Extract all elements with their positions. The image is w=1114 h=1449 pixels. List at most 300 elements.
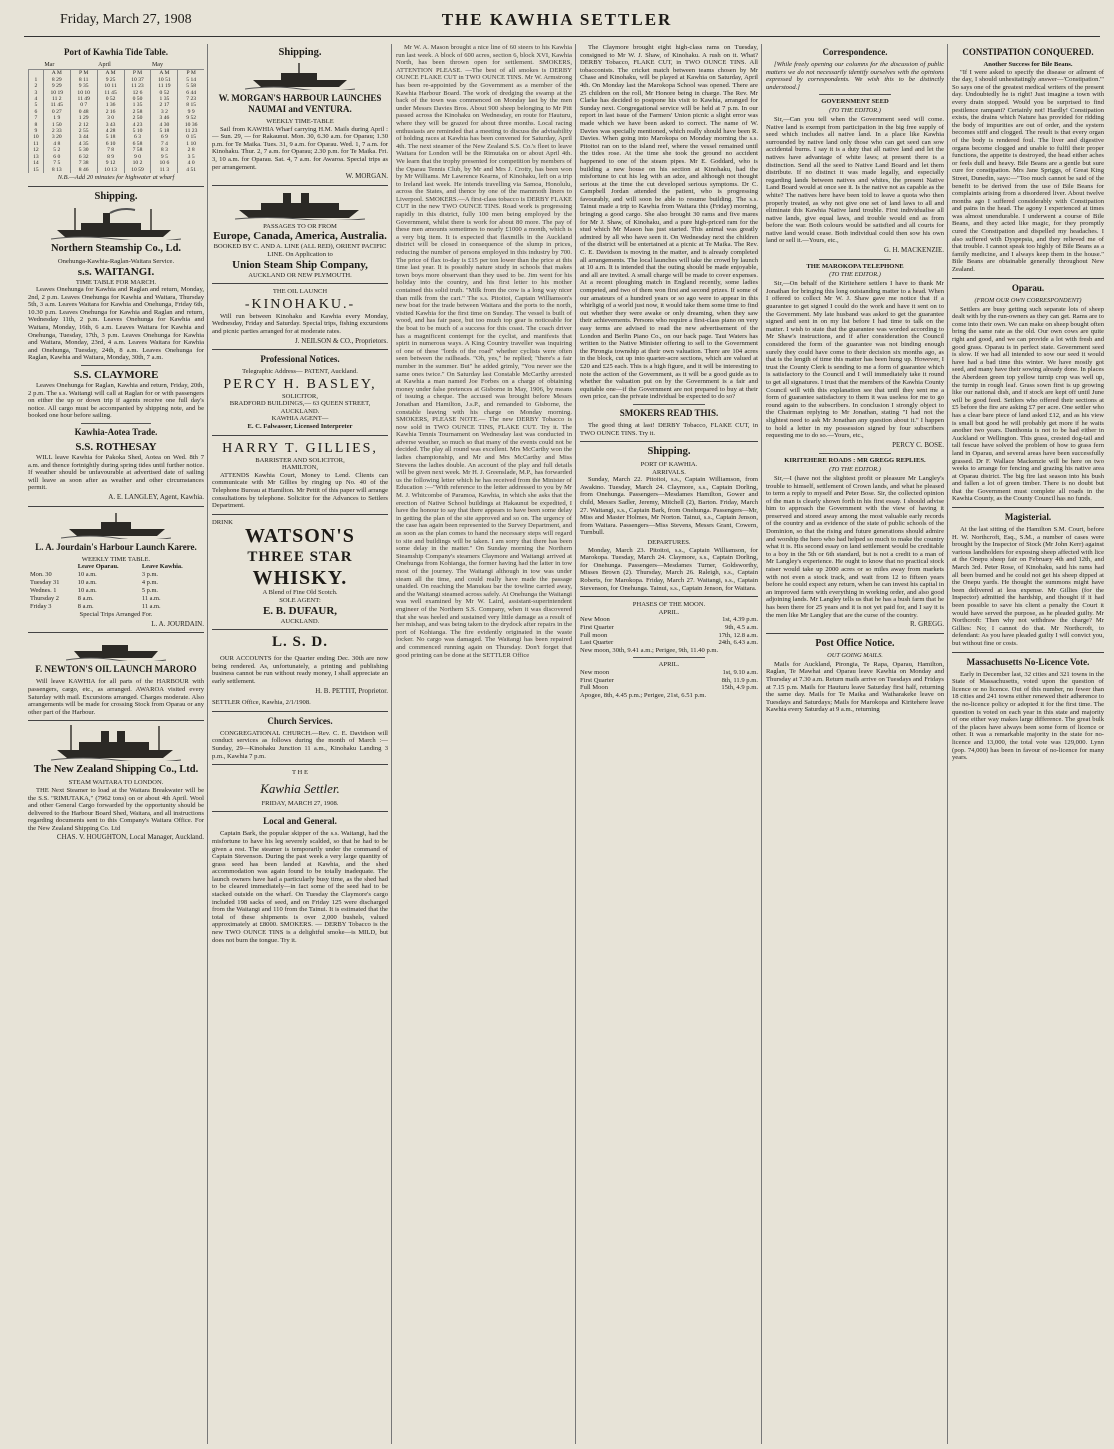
gillies-role: BARRISTER AND SOLICITOR, [255,456,345,464]
basley-role: SOLICITOR, [282,392,318,400]
nsc-title: Northern Steamship Co., Ld. [50,242,182,254]
local-general-heading: Local and General. [263,816,337,827]
tide-cell: 6 10 [97,141,124,147]
claymore-title: S.S. CLAYMORE [73,369,159,382]
shipping-heading: Shipping. [278,47,322,58]
constipation-text: "If I were asked to specify the disease or ailment of the day, I should unhesitatingly answer—'Constipation.'" So says one of the greatest medical writers of the present day. Undoubtedly he is right! Just imagine a town with every drain stopped. Would you be surprised to find pestilence rampant? Certainly not! Hardly! Constipation exists, the drains which Nature has provided for ridding the body of impurities are out of order, and the system becomes stiff and clogged. The result is that every organ of the body is rendered foul. The liver and digestive organs become clogged and unable to fulfil their proper functions, the appetite is destroyed, the head either aches or feels dull and heavy. Bile Beans are a gentle but sure cure for constipation. Mrs Jane Spriggs, of Great King Street, Dunedin, says:—"Too much cannot be said of the benefit to be derived from the use of Bile Beans for complaints arising from a disordered liver. About twelve months ago I suffered considerably with Constipation and pains in the head. The agony I experienced at times was almost unendurable. I underwent a course of Bile Beans, and they acted like magic, for they promptly cured the Constipation and dispelled my headaches. I also suffered with Dyspepsia, and they relieved me of that trouble. I cannot speak too highly of Bile Beans as a family medicine, and I always keep them in the house." Bile Beans are obtainable generally throughout New Zealand. [952,68,1104,274]
moon-phase-time: 17th, 12.8 a.m. [718,631,758,639]
post-office-text: Mails for Auckland, Pirongia, Te Rapa, Oparau, Hamilton, Raglan, Te Mawhai and Oparau leave Kawhia on Monday and Thursday at 7.30 a.m. Return mails arrive on Tuesdays and Fridays at 7.15 p.m. Mails for Hauturu leave Saturday first half, returning the same day. Mails for Te Maika and Waiharakeke leave on Tuesdays and Saturdays; Mails for Marokopa and Kiritehere leave Kawhia every Saturday at 9 a.m., returning [766,660,944,714]
moon-phases-month: APRIL. [658,608,680,616]
divider [212,711,388,712]
column-6 [952,44,1104,1444]
tide-cell: 11 23 [124,83,151,89]
tide-cell: 10 2 [124,160,151,166]
tide-cell: 2 16 [97,109,124,115]
telephone-sub: (TO THE EDITOR.) [829,271,881,279]
port-title: PORT OF KAWHIA. [640,461,698,469]
tide-cell: 2 50 [124,115,151,121]
tide-cell: 3 0 [97,115,124,121]
jourdain-cell: 10 a.m. [77,571,97,579]
claymore-text: Leaves Onehunga for Raglan, Kawhia and return, Friday, 20th, 2 p.m. The s.s. Waitangi will call at Raglan for or with passengers on either the up or down trip if agents receive one full day's notice. All cargo must be accompanied by shipping note, and be booked one hour before sailing. [28,382,204,420]
oparau-heading: Oparau. [1011,282,1045,293]
lsd-office: SETTLER Office, Kawhia, 2/1/1908. [212,699,311,707]
smokers-read-text: The good thing at last! DERBY Tobacco, FLAKE CUT, in TWO OUNCE TINS. Try it. [580,421,758,437]
divider [212,811,388,812]
correspondence-note: [While freely opening our columns for the discussion of public matters we do not necessarily identify ourselves with the opinions expressed by correspondents. We wish this to be distinctly understood.] [766,61,944,91]
divider [633,404,704,405]
moon-phase-row [580,639,758,647]
lsd-title: L. S. D. [272,634,328,651]
gillies-town: HAMILTON, [281,464,319,472]
shipping-heading: Shipping. [647,446,691,458]
dufaur-city: AUCKLAND. [280,617,320,625]
maroro-title: F. NEWTON'S OIL LAUNCH MARORO [35,664,197,675]
divider [28,632,204,633]
divider [28,506,204,507]
tide-cell: 1 10 [178,141,204,147]
tide-cell: 9 9 [178,109,204,115]
drink-label: DRINK [212,518,233,526]
tide-cell: 7 23 [178,96,204,102]
tide-cell: 2 12 [70,122,97,128]
tide-cell: 2 33 [43,128,70,134]
tide-cell: 10 37 [124,77,151,83]
tide-cell: 3 [29,90,44,96]
tide-cell: 15 [29,167,44,173]
gov-seed-title: GOVERNMENT SEED [821,98,889,106]
tide-cell: 1 35 [124,102,151,108]
jourdain-col-head: Leave Oparau. [77,563,119,571]
tide-sub-header: P M [70,70,97,77]
tide-cell: 0 27 [43,109,70,115]
divider [28,720,204,721]
kiritehere-text: Sir,—I (have not the slightest profit or pleasure Mr Langley's trouble to himself, settlement of Crown lands, and what he pleased to term a reply to myself and Peter Bose. Sir, the collected opinion of the man is clearly shown forth in his first essay. I should advise him to approach the Government with the view of having it preserved and stored away among the most valuable early records of the country and as evidence of the state of public schools of the Dominion, so that the rising and future generations should admire and worship the hero who had helped so much to make the country what it is. His second essay on land settlement would be creditable to a boy in the 5th or 6th standard, but is not a credit to a man of Mr Langley's experience. He ought to know that no practical stock raiser would take up 2000 acres or so miles away from markets with not even a stock track, and wait from 12 to fifteen years before he could expect any return, when he can invest his capital in an improved farm with everything in working order, and also good adjoining lands. Mr Langley tells us that he has a bush farm that he has been there for 25 years and it is not yet paid for, and I say it is the men like Mr Langley that are the curse of the country. [766,474,944,619]
jourdain-cell: Mon. 30 [30,571,52,579]
steamship-icon [51,206,181,240]
tide-month-header: May [151,61,204,70]
jourdain-row [28,587,204,595]
launch-icon [245,62,355,90]
smokers-read-heading: SMOKERS READ THIS. [619,407,719,418]
rothesay-signature: A. E. LANGLEY, Agent, Kawhia. [108,492,204,501]
divider [212,185,388,186]
tide-cell: 9 0 [124,154,151,160]
column-3 [396,44,572,1444]
tide-cell: 10 13 [97,167,124,173]
moon-phase-time: 9th, 4.5 a.m. [725,623,758,631]
tide-cell: 2 8 [178,147,204,153]
tide-cell: 1 29 [70,115,97,121]
tide-cell: 5 2 [43,147,70,153]
constipation-subtitle: Another Success for Bile Beans. [983,61,1073,68]
jourdain-title: L. A. Jourdain's Harbour Launch Karere. [35,541,197,552]
moon-phase-time: 1st, 9.10 a.m. [722,668,758,676]
tide-cell: 3 46 [151,115,178,121]
tide-cell: 10 19 [43,90,70,96]
tide-cell: 8 [29,122,44,128]
moon-phase-row [580,632,758,640]
divider [633,657,704,658]
tide-cell: 6 3 [124,134,151,140]
tide-cell: 8 46 [70,167,97,173]
morgan-title: W. MORGAN'S HARBOUR LAUNCHES NAUMAI and VENTURA. [218,93,382,114]
moon-phase-time: 15th, 4.9 p.m. [721,684,758,692]
jourdain-note: Special Trips Arranged For. [79,611,153,619]
tide-cell: 10 10 [70,90,97,96]
union-steam-sub: AUCKLAND OR NEW PLYMOUTH. [248,271,352,279]
whisky-label: WHISKY. [252,567,348,590]
tide-cell: 7 4 [151,141,178,147]
tide-cell: 4 [29,96,44,102]
post-office-sub: OUT GOING MAILS. [827,651,883,659]
oil-launch-title: THE OIL LAUNCH [272,288,328,296]
telephone-title: THE MAROKOPA TELEPHONE [806,262,904,270]
divider [819,259,890,260]
tide-cell: 2 55 [70,128,97,134]
tide-cell: 11 23 [178,128,204,134]
lsd-signature: H. B. PETTIT, Proprietor. [315,686,388,695]
divider [819,94,890,95]
kawhia-agent-label: KAWHIA AGENT— [271,415,329,423]
tide-cell: 0 52 [151,90,178,96]
local-news-text: Mr W. A. Mason brought a nice line of 60 steers to his Kawhia run last week. A block of 600 acres, section 6, block XVI, Kawhia North, has been thrown open for settlement. SMOKERS, ATTENTION PLEASE. —The best of all smokes is DERBY OUNCE FLAKE CUT in TWO OUNCE TINS. Mr W. Armstrong has been re-appointed by the Government as a member of the Kawhia Harbour Board. The work of dredging the swamp at the back of the town was commenced on Monday last by the men under Messrs Davies Bros. About 900 sheep belonging to Mr Pitt passed across the Kinohaku on Wednesday, en route for Hauturu, where they will be grazed for about three months. Local racing enthusiasts are reminded that a meeting to discuss the advisability of holding races at Kawhia has been convened for Saturday, April 4th. The next steamer of the New Zealand S.S. Co.'s fleet to leave Waitara for London will be the Rimutaka on or about April 4th. We learn that the trophy presented for competition by members of the Oparau Tennis Club, by Mr and Mrs J. Crotty, has been won by Mr Williams. Mr Lawrence Kearns, of Kinohaku, left on a trip to Ireland last week. He intends travelling via Samoa, Honolulu, across the States, and thence by one of the mammoth liners to Liverpool. SMOKERS.—A first-class tobacco is DERBY FLAKE CUT in the new TWO OUNCE TINS. Road work is progressing rapidly in this district, fully 100 men being employed by the Government, whilst there is work for about 80 more. The pay of these men amounts sometimes to nearly £1000 a month, which is a very big item. It is expected that flaxmills in the Auckland district will be closed in consequence of the slump in prices, reducing the number of persons employed in this industry by 700. The price of flax to-day is £15 per ton lower than the price at this time last year. It is possibly nature study in schools that makes town boys more observant than they used to be. Jim went for his holiday into the country, and his first letter to his mother contained this solid truth. "Milk from the cow is a long way nicer than milk from the cart." The s.s. Pitoitoi, Captain Williamson's new boat for the trade between Waitara and the ports to the north, visited Kawhia for the first time on Sunday. The vessel is built of wood, and has fair pace, but too much top gear is noticeable for the boat to be much of a success for this coast. The coach driver has a magnificent contempt for the cyclist, and manifests that spirit in numerous ways. A King Country traveller was inquiring of one of these "lords of the road" whether cyclists were often seen between the railheads. "Oh, yes," he replied; "there's a fair number in the summer. But" he added grimly, "You never see the same ones twice." On Saturday last Constable McCarthy arrested at Kawhia a man named Joe Forbes on a charge of obtaining money under false pretences at Gisborne in May, 1906, by means of issuing a cheque. The accused was brought before Messrs Jonathan and Hamilton, J.s.P., and remanded to Gisborne, the constable leaving with his charge on Monday morning. SMOKERS, PLEASE NOTE.— The new DERBY Tobacco is now sold in TWO OUNCE TINS, FLAKE CUT. Try it. The Kawhia Tennis Tournament on Wednesday last was conducted in adverse weather, so much so that many of the events could not be decided. The play all round was excellent. Mrs McCarthy won the ladies championship, and Mr and Mrs McCarthy and Miss Stevens the ladies double. An account of the play and full details will be given next week. Mr H. J. Greenslade, M.P., has forwarded us the following letter which he has received from the Minister of Education :—"With reference to the letter addressed to you by Mr M. J. Whitcombe of Paramoa, Kawhia, in which she asks that the erection of Native School buildings at Hakaunui be expedited, I have the honour to say that there appears to have been some delay in getting the plan of the site approved and so on. The urgency of the case has again been represented to the Survey Department, and as soon as the plan comes to hand the necessary steps will regard to site and buildings will be taken. I am sorry that there has been some delay in the matter." On Sunday morning the Northern Steamship Company's steamers Claymore and Waitangi arrived at Onehunga from Kohianga, the former having had the latter in tow most of the journey. The Waitangi although in tow was under steam all the time, and could really have made the passage unaided. On reaching the Manukau bar the towline carried away, and the Waitangi steamed across safely. At Onehunga the Waitangi was well examined by Mr W. Laird, assistant-superintendent engineer of the Northern S.S. Company, when it was discovered that she was heeled and sustained very little damage as a result of her mishap, and was being taken to the drydock after repairs in the port of Kohianga. The fire evidently originated in the waste locker. No cargo was damaged. The Waitangi has been repaired and commenced running again on Thursday. Don't forget that good printing can be done at the SETTLER Office [396,44,572,659]
nsc-route: Onehunga-Kawhia-Raglan-Waitara Service. [57,257,175,265]
jourdain-cell: Tuesday 31 [30,579,60,587]
passages-text: BOOKED BY C. AND A. LINE (ALL RED), ORIENT PACIFIC LINE. On Application to [213,243,387,258]
kiritehere-signature: R. GREGG. [909,620,944,629]
tide-note: N.B.—Add 20 minutes for highwater at wharf [57,173,175,181]
tide-table-title: Port of Kawhia Tide Table. [64,47,168,57]
moon-phase-list [580,616,758,646]
tide-cell: 6 58 [124,141,151,147]
tide-cell: 0 52 [97,96,124,102]
whisky-subtitle: A Blend of Fine Old Scotch. [262,589,338,597]
tide-cell: 1 [29,77,44,83]
column-divider [947,44,948,1444]
tide-cell: 5 58 [178,83,204,89]
tide-cell: 4 8 [43,141,70,147]
jourdain-cell: Friday 3 [30,603,52,611]
column-divider [207,44,208,1444]
morgan-timetable-title: WEEKLY TIME-TABLE [266,118,334,125]
oparau-text: Settlers are busy getting such separate lots of sheep dealt with by the run-owners as they can get. Rams are to come into their own. We can make on sheep bought often bring the same rate as the old. Our own cows are quite right and good, and we can provide a lot with fresh and good grass. Oparau is in perfect state. Government seed is slow. If we had all intended to sow our seed it would have had a bad time this winter. We have mostly got seed, and many have their sowing already done. In places the Aberdeen green top yellow turnip crop was well up, the turnip in rough leaf. Grass sown first is up growing like our national dish, and if stock are kept off until June will be good feed. Settlers who offered their sections at £5 before the fire are asking £7 per acre. One settler who has a clear bare piece of land asked £12, and as his view is small but good he will probably get more if he waits another two years. Danthonia is not to be had either in Auckland or Wellington. This grass, crested dog-tail and tall fescue have solved the problem of how to grass fern land in Oparau, and several areas have been successfully grassed. Dr F. Wallace Mackenzie will be here on two weeks to arrange for fencing and grazing his native area at Oparau district. The big fire last season into his bush and fallen a lot of green timber. There is no doubt but that the Government must complete all roads in the Kawhia County, as the County Council has no funds. [952,305,1104,503]
jourdain-cell: 10 a.m. [77,579,97,587]
departures-text: Monday, March 23. Pitoitoi, s.s., Captain Williamson, for Marokopa. Tuesday, March 24. Claymore, s.s., Captain Dorling, for Onehunga. Passengers—Mesdames Turner, Goldsworthy, Misses Brown (2). Thursday, March 26. Raleigh, s.s., Captain Roberts, for Marokopa. Friday, March 27. Waitangi, s.s., Captain Stevenson, for Onehunga. Tainui, s.s., Captain Jenson, for Waitara. [580,546,758,592]
tide-month-header: Mar [43,61,97,70]
gov-seed-signature: G. H. MACKENZIE. [883,246,944,255]
jourdain-cell: 11 a.m. [141,603,161,611]
tide-sub-header: P M [178,70,204,77]
jourdain-rows [28,571,204,611]
moon-phase-time: 8th, 11.9 p.m. [721,676,758,684]
gov-seed-text: Sir,—Can you tell when the Government seed will come. Native land is exempt from participation in the big free supply of seed which includes all native land. In a place like Kawhia surrounded by native land only those who can get seed can sow accidental burns. I say it is a duty that all native land and let the natives have advantage of white laws; at present there is a distinction. Send all the seed to Native Land Board and let them distribute. If no distinct it was made legally, and especially regarding lands between natives and whites, the present Native Land Board would at once see it. Is the native not as capable as the white? The natives here have been told to leave a quota who then properly treated, as why not give one set of land laws to all and eliminate this Kawhia Native land trouble. First individualise all native lands, give equal laws, and trouble would end as from before the war. Both colours would be satisfied and all courts for native land would cease. Both individual could then sow his own land or sell it.—Yours, etc., [766,115,944,245]
tide-cell: 11 45 [43,102,70,108]
local-general-text: Captain Bark, the popular skipper of the s.s. Waitangi, had the misfortune to have his leg severely scalded, so that he had to be given a rest. The steamer is temporarily under the command of Captain Stevenson. During the past week a very large quantity of grass seed has been landed at Kawhia, and the shed accommodation was again found to be totally inadequate. The launch owners have had a particularly busy time, as the shed had to be cleared immediately—in fact some of the seed had to be stacked outside on the wharf. On Tuesday the Claymore's cargo included 198 sacks of seed, and on Friday 125 were discharged from the Waitangi and 110 from the Tainui. It is estimated that the total of these shipments is over 2,000 bushels, valued approximately at £8000. SMOKERS. — DERBY Tobacco is the new TWO OUNCE TINS is a delightful smoke—is MILD, but does not burn the tongue. Try it. [212,830,388,944]
jourdain-row [28,595,204,603]
jourdain-table [28,563,204,611]
divider [212,435,388,436]
moon-phases-title: PHASES OF THE MOON. [632,601,706,609]
settler-date: FRIDAY, MARCH 27, 1908. [261,799,339,807]
watsons-name: WATSON'S [245,525,355,548]
kiritehere-title: KIRITEHERE ROADS : MR GREGG REPLIES. [784,457,926,465]
nzs-text: THE Next Steamer to load at the Waitara Breakwater will be the S.S. "RIMUTAKA," (7962 tons) on or about 4th April. Wool and other General Cargo forwarded by the opportunity should be delivered to the Harbour Board Shed, Waitara, and all instructions regarding documents sent to this Company's Waitara Office. For the New Zealand Shipping Co. Ltd [28,786,204,832]
tide-cell: 0 15 [178,134,204,140]
moon-phase-time: 1st, 4.39 p.m. [722,616,758,624]
tide-cell: 11 3 [151,167,178,173]
column-divider [391,44,392,1444]
tide-cell: 9 12 [97,160,124,166]
passages-title: PASSAGES TO OR FROM [263,222,337,230]
tide-cell: 0 50 [124,96,151,102]
telegraphic-address: Telegraphic Address— PATENT, Auckland. [242,368,358,376]
tide-cell: 9 35 [70,83,97,89]
tide-cell: 10 36 [178,122,204,128]
kiritehere-sub: (TO THE EDITOR.) [829,465,881,473]
tide-cell: 10 6 [151,160,178,166]
correspondence-heading: Correspondence. [822,47,888,57]
moon-phases-note: Apogee, 8th, 4.45 p.m.; Perigee, 21st, 6.51 p.m. [580,691,707,699]
tide-cell: 12 6 [124,90,151,96]
jourdain-col-head: Leave Kawhia. [141,563,183,571]
divider [212,349,388,350]
tide-cell: 1 35 [151,96,178,102]
tide-cell: 10 59 [124,167,151,173]
tide-cell: 0 7 [70,102,97,108]
column-5 [766,44,944,1444]
tide-cell: 3 44 [70,134,97,140]
divider [81,365,151,366]
tide-cell: 5 [29,102,44,108]
tide-cell: 8 13 [43,167,70,173]
lsd-text: OUR ACCOUNTS for the Quarter ending Dec. 30th are now being rendered. As, unfortunately, a printing and publishing business cannot be run without ready money, I shall appreciate an early settlement. [212,655,388,685]
tide-cell: 9 29 [43,83,70,89]
jourdain-row [28,571,204,579]
tide-cell: 4 51 [178,167,204,173]
moon-phase-time: 24th, 6.43 a.m. [718,639,758,647]
jourdain-cell: 4 p.m. [141,579,159,587]
three-star-label: THREE STAR [247,549,353,566]
column-4 [580,44,758,1444]
basley-name: PERCY H. BASLEY, [223,376,377,392]
tide-cell: 12 [29,147,44,153]
tide-month-header: April [97,61,151,70]
tide-cell: 3 43 [97,122,124,128]
tide-sub-header: A M [97,70,124,77]
nzs-title: The New Zealand Shipping Co., Ltd. [33,764,199,776]
jourdain-cell: 5 p.m. [141,587,159,595]
tide-cell: 8 3 [151,147,178,153]
jourdain-cell: 10 a.m. [77,587,97,595]
shipping-heading: Shipping. [94,190,138,202]
oparau-sub: (FROM OUR OWN CORRESPONDENT) [974,296,1082,304]
divider [580,441,758,442]
massachusetts-text: Early in December last, 32 cities and 321 towns in the State of Massachusetts, voted upon the question of licence or no licence. Out of this number, no fewer than 18 cities and 241 towns either renewed their adherence to the no-licence policy or adopted it for the first time. The question is voted on each year in this state and majority of one either way makes large difference. The great bulk of the places have always been some form of licence or other. It was a remarkable majority in the state for no-licence and 13,000, the total vote was 129,000. Lynn (pop. 74,000) has been in favour of no-licence for many years. [952,670,1104,762]
tide-sub-header: A M [151,70,178,77]
local-news-continued: The Claymore brought eight high-class rams on Tuesday, consigned to Mr W. J. Shaw, of Kinohaku. A rush on it. What? DERBY Tobacco, FLAKE CUT, in TWO OUNCE TINS. All tobacconists. The cricket match between teams chosen by Mr Chase and Kinohaku, will be played at Kawhia on Saturday, April 4th. On Monday last the Marokopa School was opened. There are 25 children on the roll, Mr Honore being in charge. The Rev. Mr Clarke has decided to postpone his visit to Kawhia, arranged for Sunday next. Congregational service will be held at 7 p.m. In our report in last issue of the Farmers' Union picnic a slight error was made which we have been asked to correct. The name of W. Davies was specially mentioned, which really should have been R. Davies. When going into Marokopa on Monday morning the s.s. Pitoitoi ran on to the island reef, where the vessel remained until the tides rose. At the time she took the ground no accident happened to one of the steam pipes. Mr E. Goddard, who is building a new house on his section at Kinohaku, had the misfortune to cut his leg with an adze, and although not thought serious at the time the cut developed serious symptoms. Dr C. Campbell Jordan attended the patient, who is progressing favourably, and will soon be able to resume building. The s.s. Tainui made a trip to Kawhia from Waitara this (Friday) morning, bringing a good cargo. She also brought 30 rams and five mares for Mr J. Shaw, of Kinohaku, and a pure high-priced ram for the stud which Mr Mason has just started. This animal was greatly admired by all who have seen it. On Wednesday next the children of the district will be entertained at a picnic at Te Maika. The Rev. C. E. Davidson is moving in the matter, and is already completed all arrangements. The local launches will take the crowd by launch at 10 a.m. It is intended that the outing should be made enjoyable, and all are invited. A small charge will be made to cover expenses. At a recent ploughing match in England recently, some ladies competed, and two of them won first and second prizes. If some of our amateurs of a hundred years or so ago were to appear in this whirligig of a world just now, it would take them some time to find out whether they were awake or only dreaming, when they saw their achievements. Persons who require a first-class piano on very easy terms are advised to read the new advertisement of the London and Berlin Piano Co., on our back page. Taui Waters has written to the Native Minister offering to sell to the Government the Pirongia township at their own valuation. There are 104 acres in the block, cut up into quarter-acre sections, which are valued at £20 and £25 each. This is a high figure, and it will be interesting to note the action of the Government, as it will be a good guide as to whether the valuation put on by the Government is a fair and equitable one—if the Government are not prepared to buy at their own price, can the private individual be expected to do so? [580,44,758,401]
church-text: CONGREGATIONAL CHURCH.—Rev. C. E. Davidson will conduct services as follows during the month of March :— Sunday, 29—Kinohaku Junction 11 a.m., Kinohaku Landing 3 p.m., Kawhia 7 p.m. [212,729,388,760]
tide-cell: 11 49 [70,96,97,102]
tide-cell: 5 10 [124,128,151,134]
tide-cell: 11 [29,141,44,147]
tide-cell: 11 19 [151,83,178,89]
tide-cell: 7 8 [97,147,124,153]
masthead [0,0,1114,40]
moon-phase-name: First Quarter [580,676,614,684]
tide-cell: 9 5 [151,154,178,160]
divider [580,596,758,597]
tide-cell: 10 [29,134,44,140]
moon-phase-row [580,624,758,632]
tide-cell: 7 [29,115,44,121]
tide-cell: 9 52 [178,115,204,121]
tide-cell: 5 30 [70,147,97,153]
launch-icon [66,637,166,661]
tide-cell: 10 51 [151,77,178,83]
tide-cell: 10 11 [97,83,124,89]
divider [952,278,1104,279]
moon-phases-note: New moon, 30th, 9.41 a.m.; Perigee, 9th, 11.40 p.m. [580,646,719,654]
tide-sub-header: P M [124,70,151,77]
rothesay-title: S.S. ROTHESAY [75,441,157,453]
waitangi-timetable-title: TIME TABLE FOR MARCH. [75,278,157,286]
the-label: T H E [292,769,308,777]
kinohaku-launch-name: -KINOHAKU.- [244,296,356,312]
nzs-subtitle: STEAM WAITARA TO LONDON. [68,779,164,787]
telephone-signature: PERCY C. BOSE. [892,440,944,449]
moon-phase-list [580,669,758,692]
tide-cell: 6 9 [151,134,178,140]
gillies-name: HARRY T. GILLIES, [222,440,378,456]
tide-cell: 2 [29,83,44,89]
interpreter-name: E. C. Falwasser, Licensed Interpreter [247,423,353,431]
gillies-text: ATTENDS Kawhia Court, Money to Lend. Clients can communicate with Mr Gillies by ringing up No. 40 of the Telephone Bureau at Hamilton. Mr Pettit of this paper will arrange consultations by telephone. Solicitor for the Advances to Settlers Department. [212,471,388,510]
moon-phase-row [580,684,758,692]
moon-phase-name: Full moon [580,631,608,639]
jourdain-row [28,603,204,611]
tide-cell: 0 48 [70,109,97,115]
jourdain-row [28,579,204,587]
jourdain-cell: Wednes. 1 [30,587,57,595]
moon-phases-month: APRIL. [658,661,680,669]
professional-notices-heading: Professional Notices. [260,354,340,365]
tide-row [29,167,205,173]
divider [766,633,944,634]
tide-cell: 1 9 [43,115,70,121]
tide-cell: 2 17 [151,102,178,108]
kawhia-settler-title: Kawhia Settler. [260,780,340,796]
steamship-icon [51,725,181,761]
moon-phase-row [580,669,758,677]
morgan-text: Sail from KAWHIA Wharf carrying H.M. Mails during April :— Sun. 29, — for Rakaunui. Mon. 30, 6.30 a.m. for Oparau; 1.30 p.m. for Te Maika. Tues. 31, 9 a.m. for Oparau. Wed. 1, 7 a.m. for Kinohaku. Thur. 2, 7 a.m. for Oparau; 2.30 p.m. for Te Maika. Fri. 3, 10 a.m. for Oparau. Sat. 4, 7 a.m. for Awaroa. Special trips as per arrangement. [212,125,388,171]
church-services-heading: Church Services. [267,715,333,726]
departures-heading: DEPARTURES. [647,539,691,547]
arrivals-text: Sunday, March 22. Pitoitoi, s.s., Captain Williamson, from Awakino. Tuesday, March 24. Claymore, s.s., Captain Dorling, from Onehunga. Passengers—Mesdames Hamilton, Gower and child, Messrs Sadler, Jeremy, Mitchell (2), Barton. Friday, March 27. Waitangi, s.s., Captain Bark, from Onehunga. Passengers—Mr, Miss and Master Holmes, Mr Norton. Tainui, s.s., Captain Jenson, from Waitara. Passengers—Miss Stevens, Messrs Grant, Cowern, Turnbull. [580,476,758,537]
tide-cell: 6 [29,109,44,115]
jourdain-cell: 11 a.m. [141,595,161,603]
divider [952,507,1104,508]
divider [212,283,388,284]
jourdain-signature: L. A. JOURDAIN. [151,619,204,628]
tide-sub-header: A M [43,70,70,77]
divider [212,764,388,765]
sole-agent-label: SOLE AGENT: [279,597,321,604]
moon-phase-name: New Moon [580,616,610,624]
maroro-text: Will leave KAWHIA for all parts of the HARBOUR with passengers, cargo, etc., as arranged. AWAROA visited every Saturday with mail. Excursions arranged. Charges moderate. Also arrangements will be made for crossing Stock from Oparau or any other part of the Harbour. [28,678,204,716]
tide-cell: 4 30 [151,122,178,128]
masthead-rule [24,36,1100,37]
column-divider [575,44,576,1444]
arrivals-heading: ARRIVALS. [652,468,686,476]
tide-cell: 6 32 [70,154,97,160]
tide-cell: 9 [29,128,44,134]
tide-rows [29,77,205,173]
tide-cell: 5 18 [151,128,178,134]
divider [212,629,388,630]
issue-date: Friday, March 27, 1908 [60,12,192,27]
column-2 [212,44,388,1444]
tide-cell: 11 45 [97,90,124,96]
moon-phase-row [580,616,758,624]
tide-cell: 6 0 [43,154,70,160]
divider [81,423,151,424]
divider [212,514,388,515]
massachusetts-heading: Massachusetts No-Licence Vote. [966,656,1090,667]
tide-cell: 6 44 [178,90,204,96]
tide-cell: 8 15 [178,102,204,108]
tide-cell: 7 38 [70,160,97,166]
tide-cell: 1 36 [97,102,124,108]
moon-phase-name: New moon [580,668,610,676]
magisterial-text: At the last sitting of the Hamilton S.M. Court, before H. W. Northcroft, Esq., S.M., a number of cases were brought by the Inspector of Stock (Mr John Kerr) against various landholders for exposing sheep affected with lice at the Onepu sheep fair on February 4th and 12th, and March 3rd. Peter Rose, of Kinohaku, said his rams had all been burned and he could not get his sheep dipped at the Onepu yards. He thought the summons might have been delivered at less expense. Mr Gillies (for the Inspector) admitted the hardship, and thought if it had been possible to save his client a penalty the Court it would have served the purpose, as he pleaded guilty. Mr Northcroft: Then why not withdraw the charge? Mr Gillies: No; I cannot do that. Mr Northcroft, to defendant: As you have pleaded guilty I will convict you, but without fine or costs. [952,526,1104,647]
tide-cell: 1 50 [43,122,70,128]
constipation-title: CONSTIPATION CONQUERED. [962,47,1094,57]
tide-cell: 3 2 [151,109,178,115]
jourdain-timetable-title: WEEKLY TIME TABLE. [81,555,151,563]
tide-cell: 4 23 [124,122,151,128]
tide-cell: 8 9 [97,154,124,160]
tide-cell: 4 28 [97,128,124,134]
jourdain-cell: 3 p.m. [141,571,159,579]
magisterial-heading: Magisterial. [1004,512,1052,523]
jourdain-cell: 8 a.m. [77,603,94,611]
tide-cell: 5 18 [97,134,124,140]
nzs-signature: CHAS. V. HOUGHTON, Local Manager, Auckland. [56,833,204,842]
divider [952,652,1104,653]
waitangi-text: Leaves Onehunga for Kawhia and Raglan and return, Monday, 2nd, 2 p.m. Leaves Onehunga for Kawhia and Waitara, Thursday 5th, 3 a.m. Leaves Waitara for Kawhia and Onehunga, Friday 6th, 10.30 p.m. Leaves Onehunga for Kawhia and Raglan and return, Wednesday 11th, 2 p.m. Leaves Onehunga for Kawhia and Waitara, Monday, 16th, 6 a.m. Leaves Waitara for Kawhia and Onehunga, Tuesday, 17th, 3 p.m. Leaves Onehunga for Kawhia and Waitara, Monday, 23rd, 4 a.m. Leaves Waitara for Kawhia and Onehunga, Tuesday, 24th, 8 a.m. Leaves Onehunga for Raglan, Kawhia and Waitara, Monday, 30th, 7 a.m. [28,286,204,362]
basley-address: BRADFORD BUILDINGS,— 63 QUEEN STREET, AUCKLAND. [229,400,371,415]
rothesay-text: WILL leave Kawhia for Pakoka Shed, Aotea on Wed. 8th 7 a.m. and thence fortnightly during spring tides until further notice. If weather should be unfavourable at advertised date of sailing will leave as soon after as weather and other circumstances permit. [28,454,204,492]
tide-cell: 5 14 [178,77,204,83]
tide-cell: 7 5 [43,160,70,166]
dufaur-name: E. B. DUFAUR, [262,604,338,617]
tide-cell: 7 58 [124,147,151,153]
tide-cell: 3 20 [43,134,70,140]
moon-phase-name: Full Moon [580,684,609,692]
divider [819,453,890,454]
moon-phase-row [580,677,758,685]
liner-icon [235,190,365,220]
tide-cell: 4 0 [178,160,204,166]
tide-cell: 11 2 [43,96,70,102]
column-divider [761,44,762,1444]
launch-icon [61,511,171,539]
newspaper-title: THE KAWHIA SETTLER [441,10,673,29]
oil-launch-text: Will run between Kinohaku and Kawhia every Monday, Wednesday, Friday and Saturday. Special trips, fishing excursions and picnic parties arranged for at moderate rates. [212,312,388,335]
jourdain-cell: Thursday 2 [30,595,59,603]
waitangi-title: s.s. WAITANGI. [77,265,155,278]
tide-cell: 14 [29,160,44,166]
